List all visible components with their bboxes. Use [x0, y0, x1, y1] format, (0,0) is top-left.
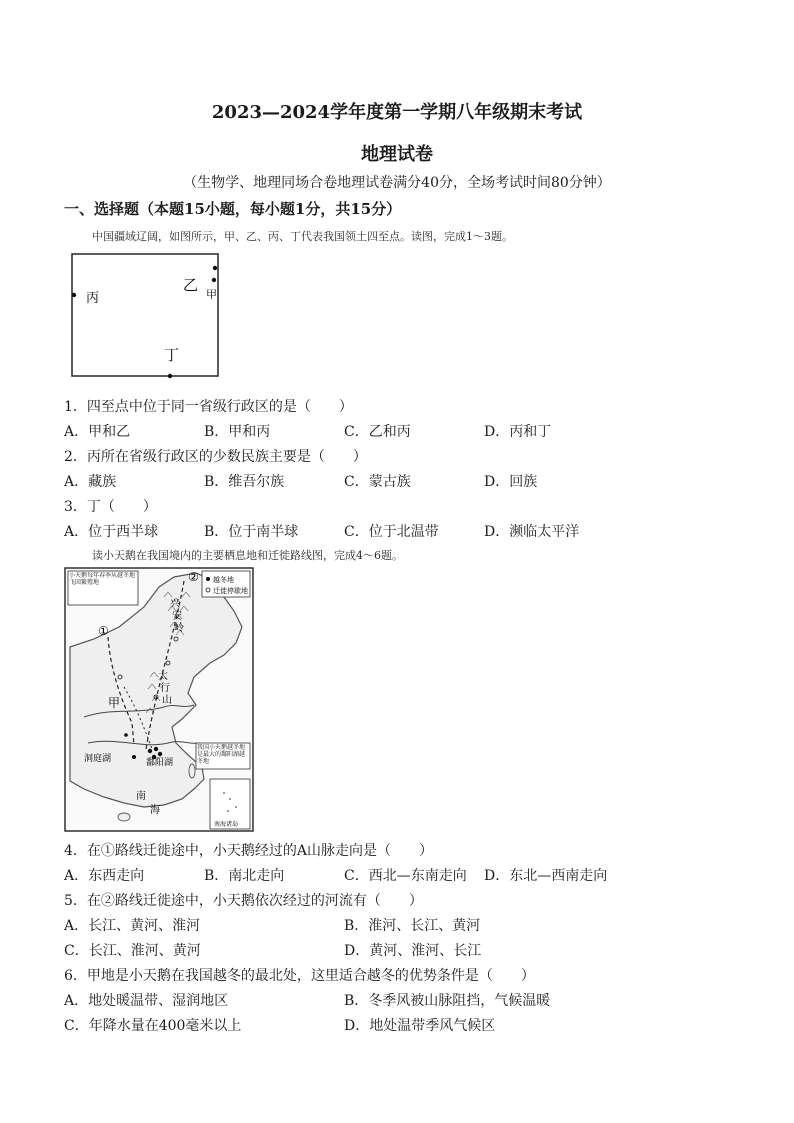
- route-1-label: ①: [98, 624, 109, 638]
- q3-option-b: B．位于南半球: [204, 524, 299, 540]
- q1-option-d: D．丙和丁: [484, 424, 552, 440]
- map-label-poyang: 鄱阳湖: [146, 758, 174, 768]
- inset-label: 南海诸岛: [214, 821, 239, 828]
- q1-option-c: C．乙和丙: [344, 424, 411, 440]
- q6-option-a: A．地处暖温带、湿润地区: [64, 993, 229, 1009]
- question-2: 2．丙所在省级行政区的少数民族主要是（ ）: [64, 449, 367, 465]
- q1-option-b: B．甲和丙: [204, 424, 271, 440]
- exam-subtitle: 地理试卷: [361, 144, 433, 165]
- passage-1: 中国疆域辽阔，如图所示，甲、乙、丙、丁代表我国领土四至点。读图，完成1～3题。: [92, 230, 513, 243]
- label-jia: 甲: [206, 288, 217, 301]
- q2-option-c: C．蒙古族: [344, 474, 411, 490]
- q5-option-c: C．长江、淮河、黄河: [64, 943, 201, 959]
- q3-option-c: C．位于北温带: [344, 524, 439, 540]
- route-2-label: ②: [188, 570, 199, 584]
- exam-title: 2023—2024学年度第一学期八年级期末考试: [211, 102, 583, 123]
- q4-option-a: A．东西走向: [64, 868, 145, 884]
- map-label-shan: 山: [162, 695, 172, 706]
- question-1: 1．四至点中位于同一省级行政区的是（ ）: [64, 399, 353, 415]
- q2-option-a: A．藏族: [64, 474, 117, 490]
- point-yi: [213, 266, 217, 270]
- q6-option-b: B．冬季风被山脉阻挡，气候温暖: [344, 993, 551, 1009]
- figure-1-extreme-points: [66, 250, 226, 380]
- passage-2: 读小天鹅在我国境内的主要栖息地和迁徙路线图，完成4～6题。: [92, 549, 403, 562]
- annotation-right-text: 我国小天鹅越冬地是最大的鄱阳湖越冬地: [197, 744, 246, 765]
- point-bing: [72, 293, 76, 297]
- q4-option-c: C．西北—东南走向: [344, 868, 467, 884]
- q2-option-b: B．维吾尔族: [204, 474, 285, 490]
- question-6: 6．甲地是小天鹅在我国越冬的最北处，这里适合越冬的优势条件是（ ）: [64, 968, 535, 984]
- map-label-dongting: 洞庭湖: [84, 754, 112, 764]
- q6-option-d: D．地处温带季风气候区: [344, 1018, 496, 1034]
- q4-option-d: D．东北—西南走向: [484, 868, 608, 884]
- question-3: 3．丁（ ）: [64, 499, 157, 515]
- map-label-hang: 行: [160, 683, 170, 694]
- label-ding: 丁: [164, 346, 180, 364]
- q5-option-d: D．黄河、淮河、长江: [344, 943, 482, 959]
- map-label-ling: 岭: [174, 623, 184, 634]
- map-label-nan: 南: [136, 791, 146, 802]
- label-yi: 乙: [183, 276, 199, 294]
- legend-overwinter: 越冬地: [213, 576, 234, 584]
- map-label-xing: 兴: [170, 599, 180, 610]
- map-label-jia: 甲: [108, 696, 121, 710]
- q5-option-b: B．淮河、长江、黄河: [344, 918, 481, 934]
- question-4: 4．在①路线迁徙途中，小天鹅经过的A山脉走向是（ ）: [64, 843, 434, 859]
- q4-option-b: B．南北走向: [204, 868, 285, 884]
- q3-option-a: A．位于西半球: [64, 524, 159, 540]
- point-jia: [212, 278, 216, 282]
- exam-note: （生物学、地理同场合卷地理试卷满分40分，全场考试时间80分钟）: [183, 175, 611, 191]
- q3-option-d: D．濒临太平洋: [484, 524, 580, 540]
- question-5: 5．在②路线迁徙途中，小天鹅依次经过的河流有（ ）: [64, 893, 423, 909]
- point-ding: [168, 374, 172, 378]
- section-heading: 一、选择题（本题15小题，每小题1分，共15分）: [64, 200, 402, 218]
- map-label-an: 安: [172, 611, 182, 622]
- q6-option-c: C．年降水量在400毫米以上: [64, 1018, 242, 1034]
- q2-option-d: D．回族: [484, 474, 538, 490]
- figure-2-swan-migration-map: [64, 567, 254, 832]
- map-label-hai: 海: [150, 805, 160, 816]
- q1-option-a: A．甲和乙: [64, 424, 131, 440]
- annotation-left-text: 小天鹅每年春季从越冬地飞回繁殖地: [69, 572, 136, 586]
- map-label-tai: 太: [158, 671, 168, 682]
- label-bing: 丙: [86, 291, 100, 306]
- q5-option-a: A．长江、黄河、淮河: [64, 918, 201, 934]
- legend-stopover: 迁徙停歇地: [213, 587, 248, 595]
